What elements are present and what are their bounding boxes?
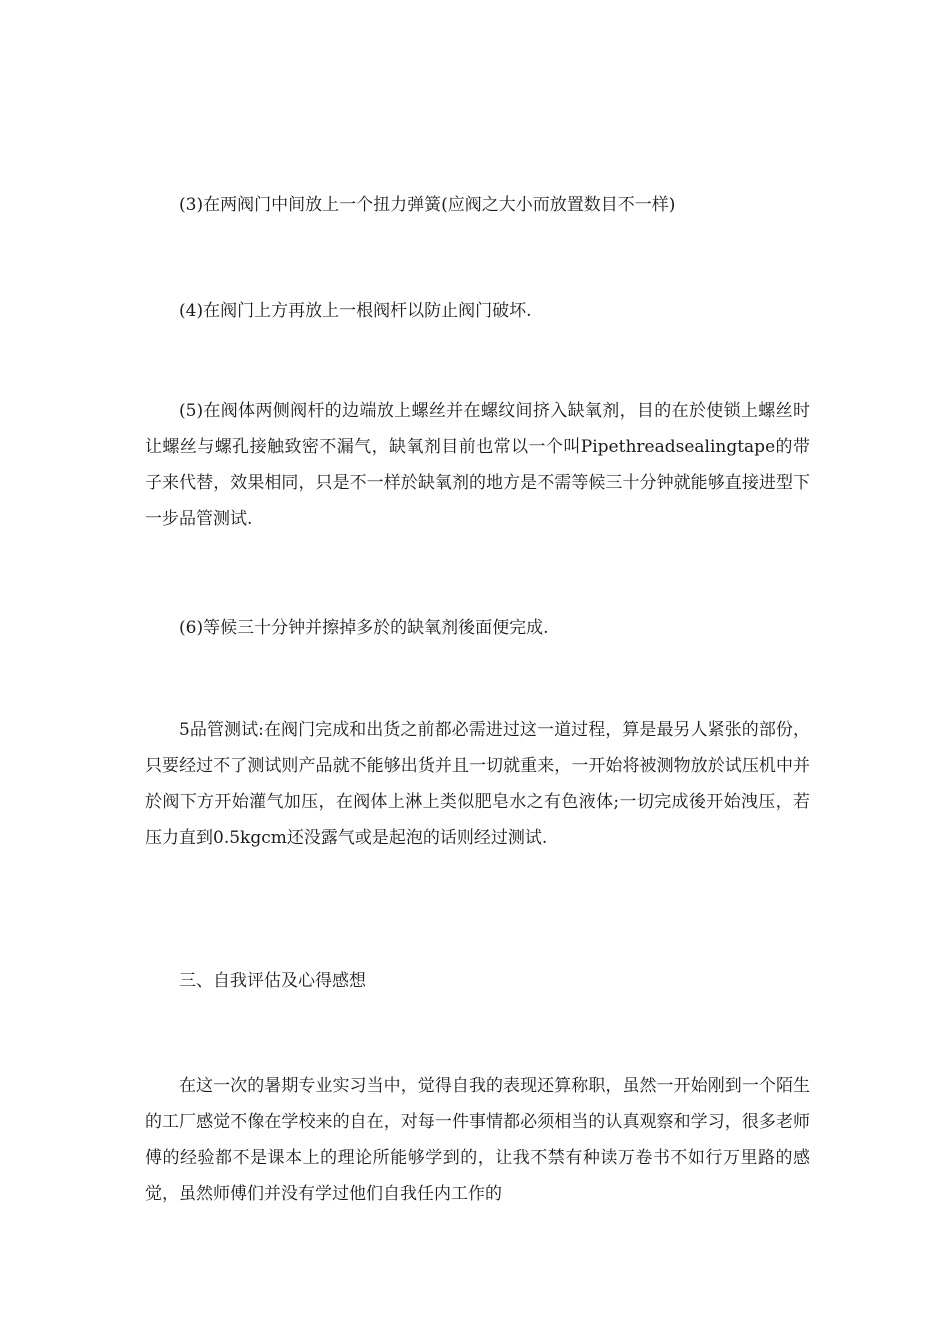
paragraph-step-4: (4)在阀门上方再放上一根阀杆以防止阀门破坏. <box>179 301 532 321</box>
paragraph-step-6: (6)等候三十分钟并擦掉多於的缺氧剂後面便完成. <box>179 618 549 638</box>
paragraph-step-3: (3)在两阀门中间放上一个扭力弹簧(应阀之大小而放置数目不一样) <box>179 195 676 215</box>
section-heading: 三、自我评估及心得感想 <box>179 971 366 991</box>
paragraph-qc-test: 5品管测试:在阀门完成和出货之前都必需进过这一道过程，算是最另人紧张的部份，只要经过不了测试则产品就不能够出货并且一切就重来，一开始将被测物放於试压机中并於阀下方开始灌气加压，在阀体上淋上类似肥皂水之有色液体;一切完成後开始洩压，若压力直到0.5kgcm还没露气或是起泡的话则经过测试. <box>145 720 810 848</box>
paragraph-step-5: (5)在阀体两侧阀杆的边端放上螺丝并在螺纹间挤入缺氧剂，目的在於使锁上螺丝时让螺丝与螺孔接触致密不漏气，缺氧剂目前也常以一个叫Pipethreadsealingtape的带子来代替，效果相同，只是不一样於缺氧剂的地方是不需等候三十分钟就能够直接进型下一步品管测试. <box>145 401 810 529</box>
paragraph-self-assessment: 在这一次的暑期专业实习当中，觉得自我的表现还算称职，虽然一开始刚到一个陌生的工厂感觉不像在学校来的自在，对每一件事情都必须相当的认真观察和学习，很多老师傅的经验都不是课本上的理论所能够学到的，让我不禁有种读万卷书不如行万里路的感觉，虽然师傅们并没有学过他们自我任内工作的 <box>145 1076 810 1204</box>
